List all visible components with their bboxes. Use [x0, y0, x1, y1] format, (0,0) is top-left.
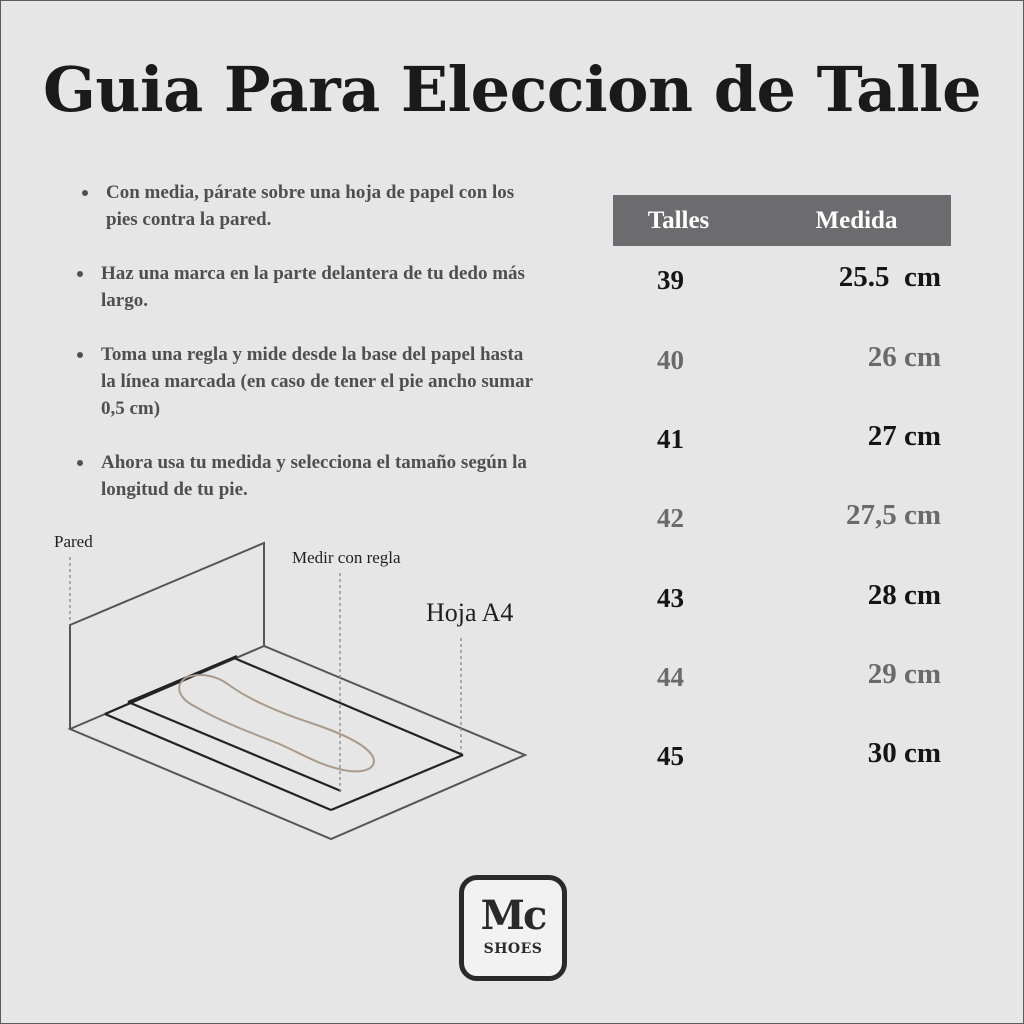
label-pared: Pared	[54, 532, 93, 551]
instruction-item: Haz una marca en la parte delantera de tu dedo más largo.	[71, 260, 541, 314]
medida-cell: 25.5 cm	[838, 261, 941, 293]
medida-cell: 27,5 cm	[845, 499, 941, 531]
medida-cell: 27 cm	[867, 420, 941, 452]
table-row	[613, 579, 951, 623]
talle-cell: 41	[657, 424, 684, 454]
instruction-item: Con media, párate sobre una hoja de papel con los pies contra la pared.	[76, 179, 541, 233]
page-title: Guia Para Eleccion de Talle	[42, 53, 982, 126]
size-table	[613, 195, 951, 771]
size-table-header	[613, 195, 951, 246]
a4-sheet	[105, 656, 463, 810]
table-row	[613, 341, 951, 385]
label-hoja-a4: Hoja A4	[426, 598, 514, 627]
talle-cell: 42	[657, 503, 684, 533]
talle-cell: 39	[657, 265, 684, 295]
foot-measure-diagram	[46, 521, 546, 851]
mc-shoes-logo	[459, 875, 567, 981]
medida-cell: 30 cm	[867, 737, 941, 769]
medida-cell: 26 cm	[867, 341, 941, 373]
logo-shoes: SHOES	[483, 941, 543, 957]
table-row	[613, 499, 951, 543]
instruction-item: Toma una regla y mide desde la base del papel hasta la línea marcada (en caso de tener el pie ancho sumar 0,5 cm)	[71, 341, 541, 422]
talle-cell: 43	[657, 583, 684, 613]
table-row	[613, 658, 951, 702]
header-medida: Medida	[815, 206, 898, 234]
medida-cell: 29 cm	[867, 658, 941, 690]
instruction-item: Ahora usa tu medida y selecciona el tamaño según la longitud de tu pie.	[71, 449, 541, 503]
talle-cell: 45	[657, 741, 684, 771]
table-row	[613, 261, 951, 305]
instructions-list	[71, 179, 541, 503]
table-row	[613, 737, 951, 781]
medida-cell: 28 cm	[867, 579, 941, 611]
label-medir-regla: Medir con regla	[292, 548, 401, 567]
header-talles: Talles	[647, 206, 710, 234]
talle-cell: 40	[657, 345, 684, 375]
talle-cell: 44	[657, 662, 684, 692]
table-row	[613, 420, 951, 464]
logo-mc: Mc	[480, 892, 546, 939]
